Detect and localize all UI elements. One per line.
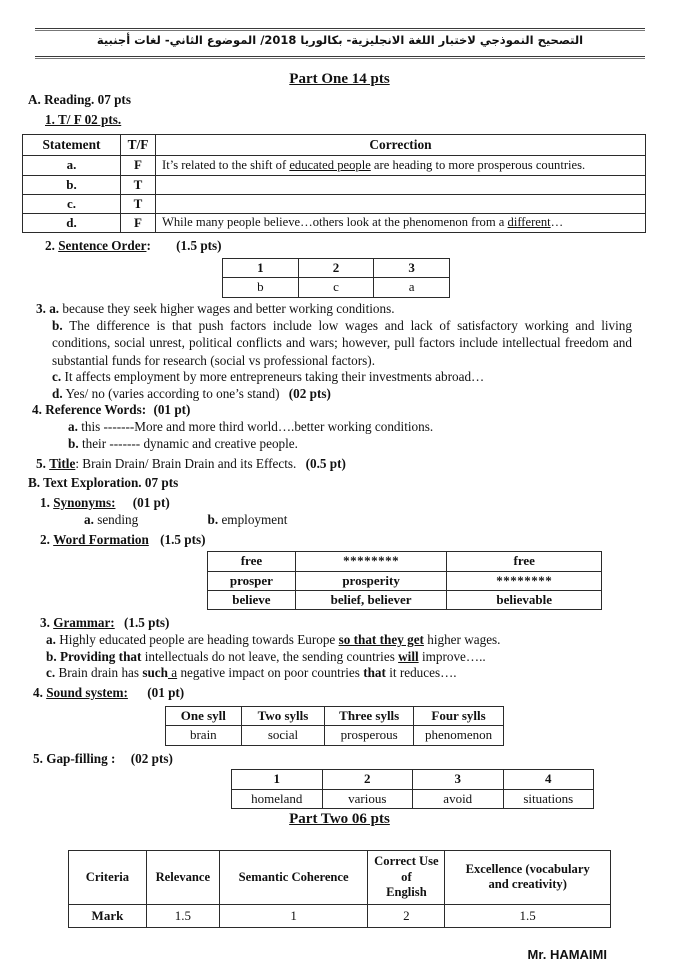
question-2-colon: :	[146, 238, 151, 254]
true-false-table-body	[23, 156, 646, 233]
b-question-2-number: 2.	[40, 531, 50, 547]
question-4-b	[68, 436, 679, 453]
table-row	[208, 552, 602, 571]
part-one-title: Part One 14 pts	[289, 71, 390, 87]
arabic-header-title: التصحيح النموذجي لاختبار اللغة الانجليزية- بكالوريا 2018/ الموضوع الثاني- لغات أجنبية	[96, 33, 584, 47]
question-1-label-text: 1. T/ F 02 pts.	[45, 111, 122, 127]
b-question-3-header	[40, 615, 679, 632]
order-header-1: 1	[223, 259, 299, 278]
question-3-d-points: (02 pts)	[288, 385, 331, 401]
grammar-c-answer2: that	[363, 665, 386, 681]
tf-value: T	[121, 175, 156, 194]
question-4-header	[32, 402, 679, 419]
table-header-row	[166, 707, 504, 726]
order-header-2: 2	[298, 259, 374, 278]
true-false-table	[22, 134, 646, 234]
question-3-number: 3.	[36, 300, 46, 316]
table-row	[208, 590, 602, 609]
table-row	[23, 214, 646, 233]
correction-pre: While many people believe…others look at the phenomenon from a	[162, 215, 508, 230]
grammar-b	[46, 649, 679, 666]
syllable-word: brain	[166, 726, 242, 745]
word-formation-cell: believe	[208, 590, 296, 609]
mark-value: 1.5	[445, 904, 611, 927]
table-header-row	[23, 134, 646, 156]
question-3-b	[52, 317, 632, 368]
tf-value: T	[121, 194, 156, 213]
grammar-b-mid: intellectuals do not leave, the sending countries	[141, 648, 399, 664]
question-5-number: 5.	[36, 455, 46, 471]
sentence-order-table	[222, 258, 450, 298]
statement-letter: a.	[23, 156, 121, 175]
grammar-a-post: higher wages.	[423, 631, 501, 647]
b-question-3-label: Grammar:	[53, 615, 115, 631]
question-3-a	[36, 301, 679, 318]
b-question-4-header	[33, 685, 679, 702]
b-question-5-header	[33, 751, 679, 768]
gap-answer: situations	[503, 789, 594, 808]
correction-post: are heading to more prosperous countries.	[370, 157, 586, 172]
order-value-3: a	[374, 278, 450, 297]
question-3-d	[52, 386, 679, 403]
document-content	[0, 92, 679, 962]
gap-header: 3	[413, 770, 504, 789]
question-3-c	[52, 369, 679, 386]
grammar-b-answer: Providing that	[59, 648, 142, 664]
syllable-header: Four sylls	[414, 707, 504, 726]
criteria-name: Correct Use of English	[368, 850, 445, 904]
question-3-c-label: c.	[52, 368, 62, 384]
mark-row-label: Mark	[69, 904, 147, 927]
criteria-name: Semantic Coherence	[219, 850, 368, 904]
question-4-points: (01 pt)	[153, 402, 191, 418]
synonym-a-text: sending	[97, 511, 139, 527]
word-formation-cell: ********	[295, 552, 447, 571]
syllable-header: Three sylls	[325, 707, 414, 726]
grammar-a	[46, 632, 679, 649]
correction-underlined: educated people	[289, 157, 371, 172]
question-4-a-text: this -------More and more third world….better working conditions.	[81, 419, 434, 435]
question-4-b-text: their ------- dynamic and creative people.	[81, 435, 298, 451]
table-row	[23, 156, 646, 175]
b-question-2-points: (1.5 pts)	[160, 531, 206, 547]
question-4-a-label: a.	[68, 419, 78, 435]
section-b-heading: B. Text Exploration. 07 pts	[28, 475, 179, 491]
criteria-name: Excellence (vocabulary and creativity)	[445, 850, 611, 904]
gap-header: 2	[322, 770, 413, 789]
order-header-3: 3	[374, 259, 450, 278]
b-question-2-header	[40, 532, 679, 549]
statement-letter: d.	[23, 214, 121, 233]
gap-header: 1	[232, 770, 323, 789]
statement-letter: b.	[23, 175, 121, 194]
question-5-title	[36, 456, 679, 473]
b-question-5-number: 5.	[33, 750, 43, 766]
word-formation-cell: belief, believer	[295, 590, 447, 609]
sound-system-table	[165, 706, 504, 746]
true-false-table-head	[23, 134, 646, 156]
grammar-c-answer1: such	[142, 665, 168, 681]
teacher-signature: Mr. HAMAIMI	[527, 947, 607, 962]
grammar-a-label: a.	[46, 631, 56, 647]
syllable-header: Two sylls	[241, 707, 325, 726]
word-formation-table	[207, 551, 602, 610]
question-2-points: (1.5 pts)	[176, 238, 222, 254]
gap-answer: homeland	[232, 789, 323, 808]
question-5-text: : Brain Drain/ Brain Drain and its Effects.	[75, 455, 297, 471]
b-question-1-answers	[84, 512, 679, 529]
synonym-a-label: a.	[84, 511, 94, 527]
question-5-points: (0.5 pt)	[305, 455, 346, 471]
table-row	[232, 789, 594, 808]
gap-filling-table	[231, 769, 594, 809]
correction-text	[156, 156, 646, 175]
b-question-4-points: (01 pt)	[147, 685, 185, 701]
question-3-c-text: It affects employment by more entrepreneurs taking their investments abroad…	[64, 368, 485, 384]
correction-text	[156, 175, 646, 194]
table-row	[208, 571, 602, 590]
table-header-row	[232, 770, 594, 789]
b-question-4-label: Sound system:	[46, 685, 128, 701]
grammar-c-post: it reduces….	[385, 665, 457, 681]
grammar-c-mid1: a	[167, 665, 178, 681]
table-header-row	[69, 850, 611, 904]
mark-value: 1	[219, 904, 368, 927]
statement-letter: c.	[23, 194, 121, 213]
mark-value: 1.5	[146, 904, 219, 927]
b-question-1-header	[40, 495, 679, 512]
question-2-number: 2.	[45, 238, 55, 254]
table-row	[223, 278, 450, 297]
question-3-a-text: because they seek higher wages and better working conditions.	[62, 300, 395, 316]
b-question-5-label: Gap-filling :	[46, 750, 116, 766]
table-row	[166, 726, 504, 745]
grammar-b-label: b.	[46, 648, 57, 664]
b-question-1-points: (01 pt)	[132, 495, 170, 511]
question-1-label	[45, 112, 679, 129]
criteria-name: Relevance	[146, 850, 219, 904]
word-formation-cell: believable	[447, 590, 602, 609]
correction-post: …	[550, 215, 564, 230]
b-question-4-number: 4.	[33, 685, 43, 701]
question-2-label: Sentence Order	[58, 238, 147, 254]
criteria-table	[68, 850, 611, 928]
synonym-b-text: employment	[221, 511, 288, 527]
order-value-1: b	[223, 278, 299, 297]
word-formation-cell: prosper	[208, 571, 296, 590]
part-two-title: Part Two 06 pts	[289, 810, 390, 827]
tf-value: F	[121, 214, 156, 233]
question-4-b-label: b.	[68, 435, 79, 451]
grammar-b-post: improve…..	[418, 648, 486, 664]
header-rule-top	[35, 28, 645, 31]
question-3-b-label: b.	[52, 318, 63, 334]
b-question-1-number: 1.	[40, 495, 50, 511]
b-question-3-number: 3.	[40, 615, 50, 631]
grammar-c-label: c.	[46, 665, 56, 681]
b-question-5-points: (02 pts)	[130, 750, 173, 766]
column-statement: Statement	[23, 134, 121, 156]
word-formation-cell: ********	[447, 571, 602, 590]
b-question-2-label: Word Formation	[53, 531, 149, 547]
word-formation-cell: prosperity	[295, 571, 447, 590]
gap-answer: avoid	[413, 789, 504, 808]
column-correction: Correction	[156, 134, 646, 156]
syllable-word: phenomenon	[414, 726, 504, 745]
correction-text	[156, 214, 646, 233]
b-question-1-label: Synonyms:	[53, 495, 116, 511]
grammar-a-answer: so that they get	[338, 631, 424, 647]
question-4-a	[68, 419, 679, 436]
syllable-header: One syll	[166, 707, 242, 726]
synonym-b-label: b.	[207, 511, 219, 527]
column-tf: T/F	[121, 134, 156, 156]
grammar-b-answer2: will	[398, 648, 419, 664]
question-4-label: 4. Reference Words:	[32, 402, 147, 418]
tf-value: F	[121, 156, 156, 175]
syllable-word: prosperous	[325, 726, 414, 745]
section-a-heading: A. Reading. 07 pts	[28, 92, 131, 107]
table-header-row	[223, 259, 450, 278]
question-3-d-text: Yes/ no (varies according to one’s stand)	[65, 385, 280, 401]
question-3-d-label: d.	[52, 385, 63, 401]
correction-pre: It’s related to the shift of	[162, 157, 290, 172]
correction-text	[156, 194, 646, 213]
table-row	[69, 904, 611, 927]
gap-header: 4	[503, 770, 594, 789]
criteria-row-label: Criteria	[69, 850, 147, 904]
syllable-word: social	[241, 726, 325, 745]
gap-answer: various	[322, 789, 413, 808]
word-formation-cell: free	[208, 552, 296, 571]
order-value-2: c	[298, 278, 374, 297]
word-formation-cell: free	[447, 552, 602, 571]
question-3-b-text: The difference is that push factors include low wages and lack of satisfactory working and living conditions, social unrest, political conflicts and wars; however, pull factors include intellectual freedom and substantial funds for research (social vs professional factors).	[52, 318, 632, 368]
grammar-c-pre: Brain drain has	[58, 665, 143, 681]
grammar-c-mid2: negative impact on poor countries	[177, 665, 364, 681]
grammar-a-pre: Highly educated people are heading towards Europe	[59, 631, 339, 647]
table-row	[23, 194, 646, 213]
correction-underlined: different	[507, 215, 551, 230]
question-5-label: Title	[49, 455, 76, 471]
question-3-a-label: a.	[49, 300, 60, 316]
b-question-3-points: (1.5 pts)	[124, 615, 170, 631]
header-rule-bottom	[35, 56, 645, 59]
grammar-c	[46, 665, 679, 682]
question-2-header	[45, 238, 679, 255]
criteria-table-wrapper	[0, 850, 679, 928]
mark-value: 2	[368, 904, 445, 927]
table-row	[23, 175, 646, 194]
